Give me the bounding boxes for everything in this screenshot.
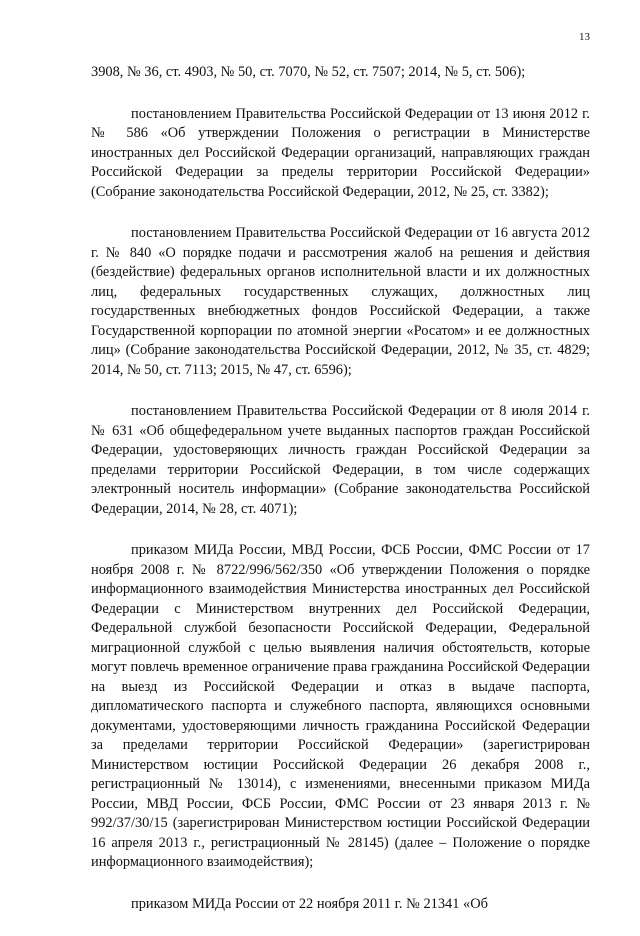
document-body (91, 63, 590, 936)
paragraph-continuation: 3908, № 36, ст. 4903, № 50, ст. 7070, № 52, ст. 7507; 2014, № 5, ст. 506); (91, 64, 526, 80)
paragraph-decree-586: постановлением Правительства Российской Федерации от 13 июня 2012 г. № 586 «Об утверждении Положения о регистрации в Министерстве иностранных дел Российской Федерации организаций, направляющих граждан Российской Федерации за пределы территории Российской Федерации» (Собрание законодательства Российской Федерации, 2012, № 25, ст. 3382); (91, 105, 590, 200)
paragraph-order-21341: приказом МИДа России от 22 ноября 2011 г. № 21341 «Об (131, 895, 488, 912)
paragraph-decree-840: постановлением Правительства Российской Федерации от 16 августа 2012 г. № 840 «О порядке подачи и рассмотрения жалоб на решения и действия (бездействие) федеральных органов исполнительной власти и их должностных лиц, федеральных государственных служащих, должностных лиц государственных внебюджетных фондов Российской Федерации, а также Государственной корпорации по атомной энергии «Росатом» и ее должностных лиц» (Собрание законодательства Российской Федерации, 2012, № 35, ст. 4829; 2014, № 50, ст. 7113; 2015, № 47, ст. 6596); (91, 225, 590, 378)
page-number: 13 (579, 31, 590, 43)
paragraph-decree-631: постановлением Правительства Российской Федерации от 8 июля 2014 г. № 631 «Об общефедеральном учете выданных паспортов граждан Российской Федерации, удостоверяющих личность граждан Российской Федерации за пределами территории Российской Федерации, в том числе содержащих электронный носитель информации» (Собрание законодательства Российской Федерации, 2014, № 28, ст. 4071); (91, 403, 590, 517)
paragraph-order-8722: приказом МИДа России, МВД России, ФСБ России, ФМС России от 17 ноября 2008 г. № 8722/996/562/350 «Об утверждении Положения о порядке информационного взаимодействия Министерства иностранных дел Российской Федерации с Министерством внутренних дел Российской Федерации, Федеральной службой безопасности Российской Федерации, Федеральной миграционной службой с целью выявления наличия обстоятельств, которые могут повлечь временное ограничение права гражданина Российской Федерации на выезд из Российской Федерации и отказ в выдаче паспорта, дипломатического паспорта и служебного паспорта, являющихся основными документами, удостоверяющими личность гражданина Российской Федерации за пределами территории Российской Федерации» (зарегистрирован Министерством юстиции Российской Федерации 26 декабря 2008 г., регистрационный № 13014), с изменениями, внесенными приказом МИДа России, МВД России, ФСБ России, ФМС России от 23 января 2013 г. № 992/37/30/15 (зарегистрирован Министерством юстиции Российской Федерации 16 апреля 2013 г., регистрационный № 28145) (далее – Положение о порядке информационного взаимодействия); (91, 542, 590, 870)
